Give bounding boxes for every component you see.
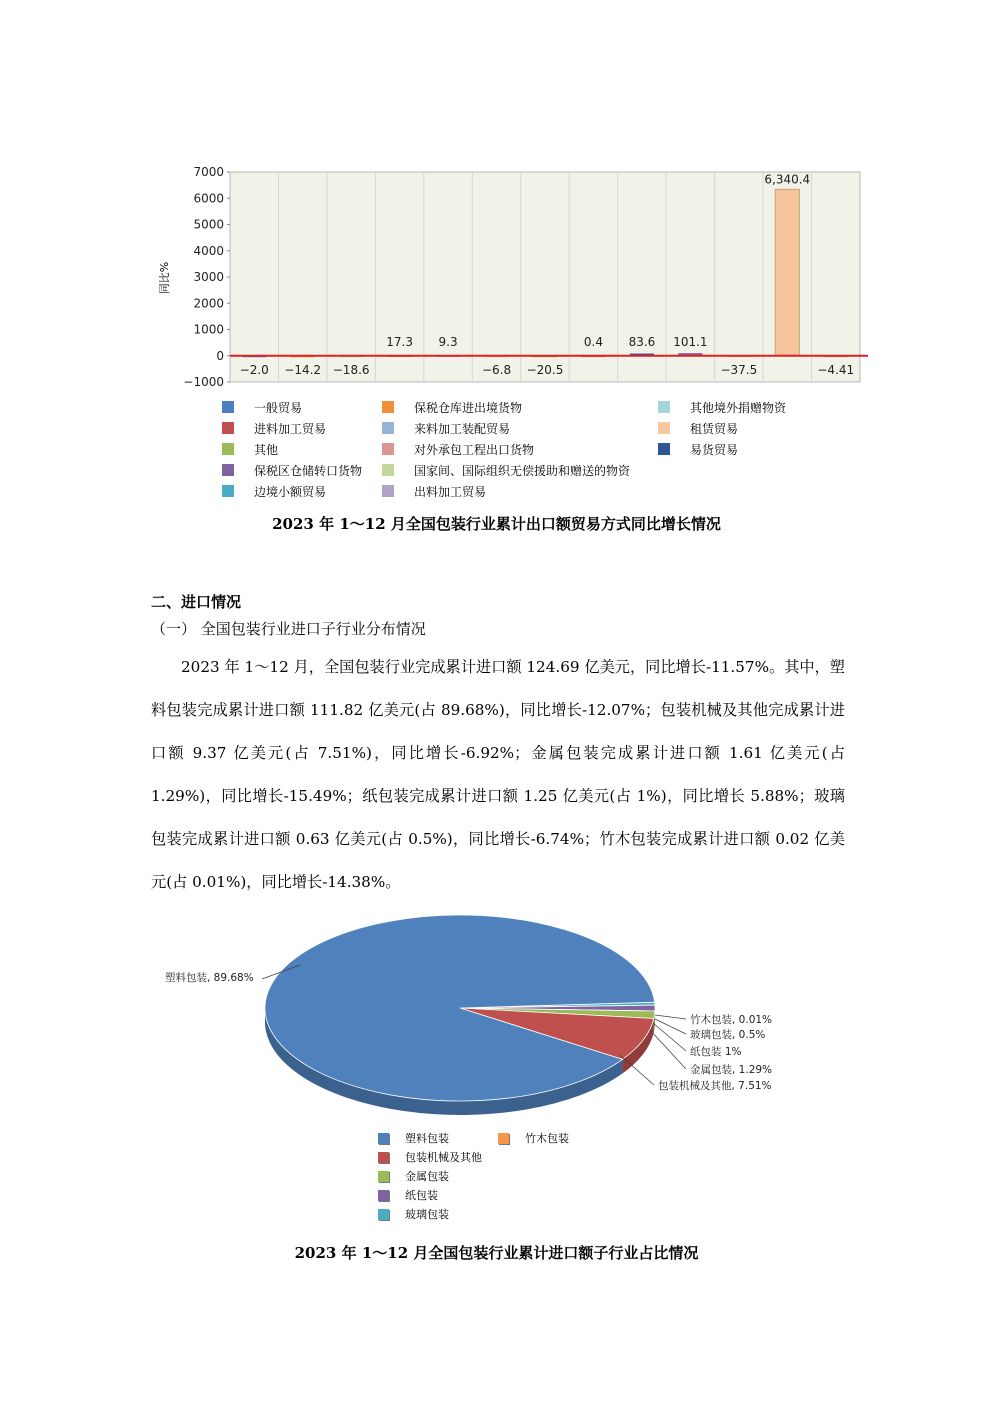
legend-item (222, 399, 302, 415)
legend-label: 其他 (254, 442, 279, 457)
legend-label: 易货贸易 (690, 442, 739, 457)
bar-value-label: −18.6 (332, 362, 370, 377)
legend-swatch (222, 401, 234, 413)
y-axis-label: 同比% (158, 261, 171, 295)
legend-item (222, 441, 278, 457)
bar-value-label: −6.8 (481, 362, 512, 377)
y-tick-label: 7000 (193, 165, 224, 179)
legend-label: 对外承包工程出口货物 (414, 442, 535, 457)
pie-leader-line (655, 1015, 686, 1019)
legend-label: 租赁贸易 (690, 421, 739, 436)
legend-swatch (382, 401, 394, 413)
legend-label: 玻璃包装 (405, 1208, 449, 1221)
pie-label: 竹木包装, 0.01% (690, 1014, 773, 1026)
legend-swatch (222, 464, 234, 476)
legend-label: 进料加工贸易 (254, 421, 327, 436)
legend-item (498, 1130, 569, 1146)
legend-item (378, 1206, 449, 1222)
legend-label: 保税区仓储转口货物 (254, 463, 363, 478)
legend-swatch (658, 401, 670, 413)
y-tick-label: 2000 (193, 296, 224, 311)
bar-value-label: −37.5 (720, 362, 758, 377)
legend-item (222, 420, 326, 436)
legend-item (382, 462, 630, 478)
legend-label: 包装机械及其他 (405, 1151, 482, 1164)
bar-value-label: 9.3 (438, 334, 458, 349)
pie-label: 玻璃包装, 0.5% (690, 1029, 766, 1041)
legend-swatch (382, 443, 394, 455)
y-tick-label: 1000 (193, 322, 224, 337)
legend-item (222, 462, 362, 478)
pie-leader-line (653, 1023, 686, 1051)
legend-swatch (222, 422, 234, 434)
y-tick-label: 4000 (193, 243, 224, 258)
bar-value-label: −20.5 (526, 362, 564, 377)
legend-label: 纸包装 (405, 1189, 438, 1202)
bar-value-label: 101.1 (673, 334, 708, 349)
legend-swatch (658, 422, 670, 434)
bar-value-label: 83.6 (628, 334, 656, 349)
bar-value-label: −2.0 (239, 362, 269, 377)
legend-label: 一般贸易 (254, 400, 303, 415)
bar-chart-caption: 2023 年 1～12 月全国包装行业累计出口额贸易方式同比增长情况 (272, 515, 721, 533)
legend-item (382, 420, 510, 436)
section-heading: 二、进口情况 (151, 593, 242, 611)
bar-value-label: 6,340.4 (764, 172, 811, 187)
legend-swatch (378, 1133, 389, 1144)
legend-label: 塑料包装 (405, 1132, 449, 1145)
legend-swatch (382, 464, 394, 476)
bar-value-label: −4.41 (817, 362, 855, 377)
legend-swatch (498, 1133, 509, 1144)
legend-label: 保税仓库进出境货物 (414, 400, 523, 415)
legend-label: 国家间、国际组织无偿援助和赠送的物资 (414, 463, 631, 478)
legend-item (658, 441, 738, 457)
y-tick-label: 5000 (193, 217, 224, 232)
legend-swatch (222, 443, 234, 455)
legend-swatch (658, 443, 670, 455)
bar (775, 189, 799, 355)
legend-item (382, 441, 534, 457)
legend-item (378, 1168, 449, 1184)
legend-label: 其他境外捐赠物资 (690, 400, 787, 415)
pie-label: 金属包装, 1.29% (690, 1064, 773, 1076)
legend-item (658, 399, 786, 415)
legend-swatch (382, 422, 394, 434)
y-tick-label: 6000 (193, 191, 224, 206)
pie-chart-caption: 2023 年 1～12 月全国包装行业累计进口额子行业占比情况 (294, 1244, 699, 1262)
legend-item (378, 1187, 438, 1203)
pie-label: 塑料包装, 89.68% (165, 972, 254, 984)
pie-label: 纸包装 1% (690, 1046, 742, 1058)
pie-label: 包装机械及其他, 7.51% (658, 1080, 772, 1092)
legend-label: 金属包装 (405, 1170, 449, 1183)
pie-chart (150, 905, 850, 1125)
legend-item (382, 399, 522, 415)
legend-swatch (378, 1171, 389, 1182)
pie-leader-line (655, 1019, 686, 1034)
y-tick-label: 3000 (193, 270, 224, 284)
y-tick-label: 0 (216, 348, 224, 363)
legend-label: 边境小额贸易 (254, 484, 327, 499)
legend-swatch (382, 485, 394, 497)
legend-item (382, 483, 486, 499)
bar-value-label: 17.3 (386, 334, 413, 349)
legend-label: 竹木包装 (525, 1132, 569, 1145)
legend-swatch (378, 1152, 389, 1163)
pie-chart-legend (378, 1130, 638, 1228)
section-subheading: （一） 全国包装行业进口子行业分布情况 (151, 620, 426, 638)
legend-label: 出料加工贸易 (414, 484, 487, 499)
bar-value-label: −14.2 (284, 362, 322, 377)
legend-item (378, 1130, 449, 1146)
bar-value-label: 0.4 (583, 334, 604, 349)
legend-item (378, 1149, 482, 1165)
legend-swatch (378, 1209, 389, 1220)
y-tick-label: −1000 (183, 375, 224, 389)
legend-item (222, 483, 326, 499)
plot-area (230, 172, 860, 382)
section-paragraph: 2023 年 1～12 月，全国包装行业完成累计进口额 124.69 亿美元，同比增长-11.57%。其中，塑料包装完成累计进口额 111.82 亿美元(占 89.68%)，同比增长-12.07%；包装机械及其他完成累计进口额 9.37 亿美元(占 7.51%)，同比增长-6.92%；金属包装完成累计进口额 1.61 亿美元(占 1.29%)，同比增长-15.49%；纸包装完成累计进口额 1.25 亿美元(占 1%)，同比增长 5.88%；玻璃包装完成累计进口额 0.63 亿美元(占 0.5%)，同比增长-6.74%；竹木包装完成累计进口额 0.02 亿美元(占 0.01%)，同比增长-14.38%。 (151, 658, 845, 891)
legend-label: 来料加工装配贸易 (414, 421, 511, 436)
legend-swatch (222, 485, 234, 497)
bar-chart (150, 160, 870, 392)
legend-item (658, 420, 738, 436)
bar-chart-legend (222, 399, 822, 503)
legend-swatch (378, 1190, 389, 1201)
